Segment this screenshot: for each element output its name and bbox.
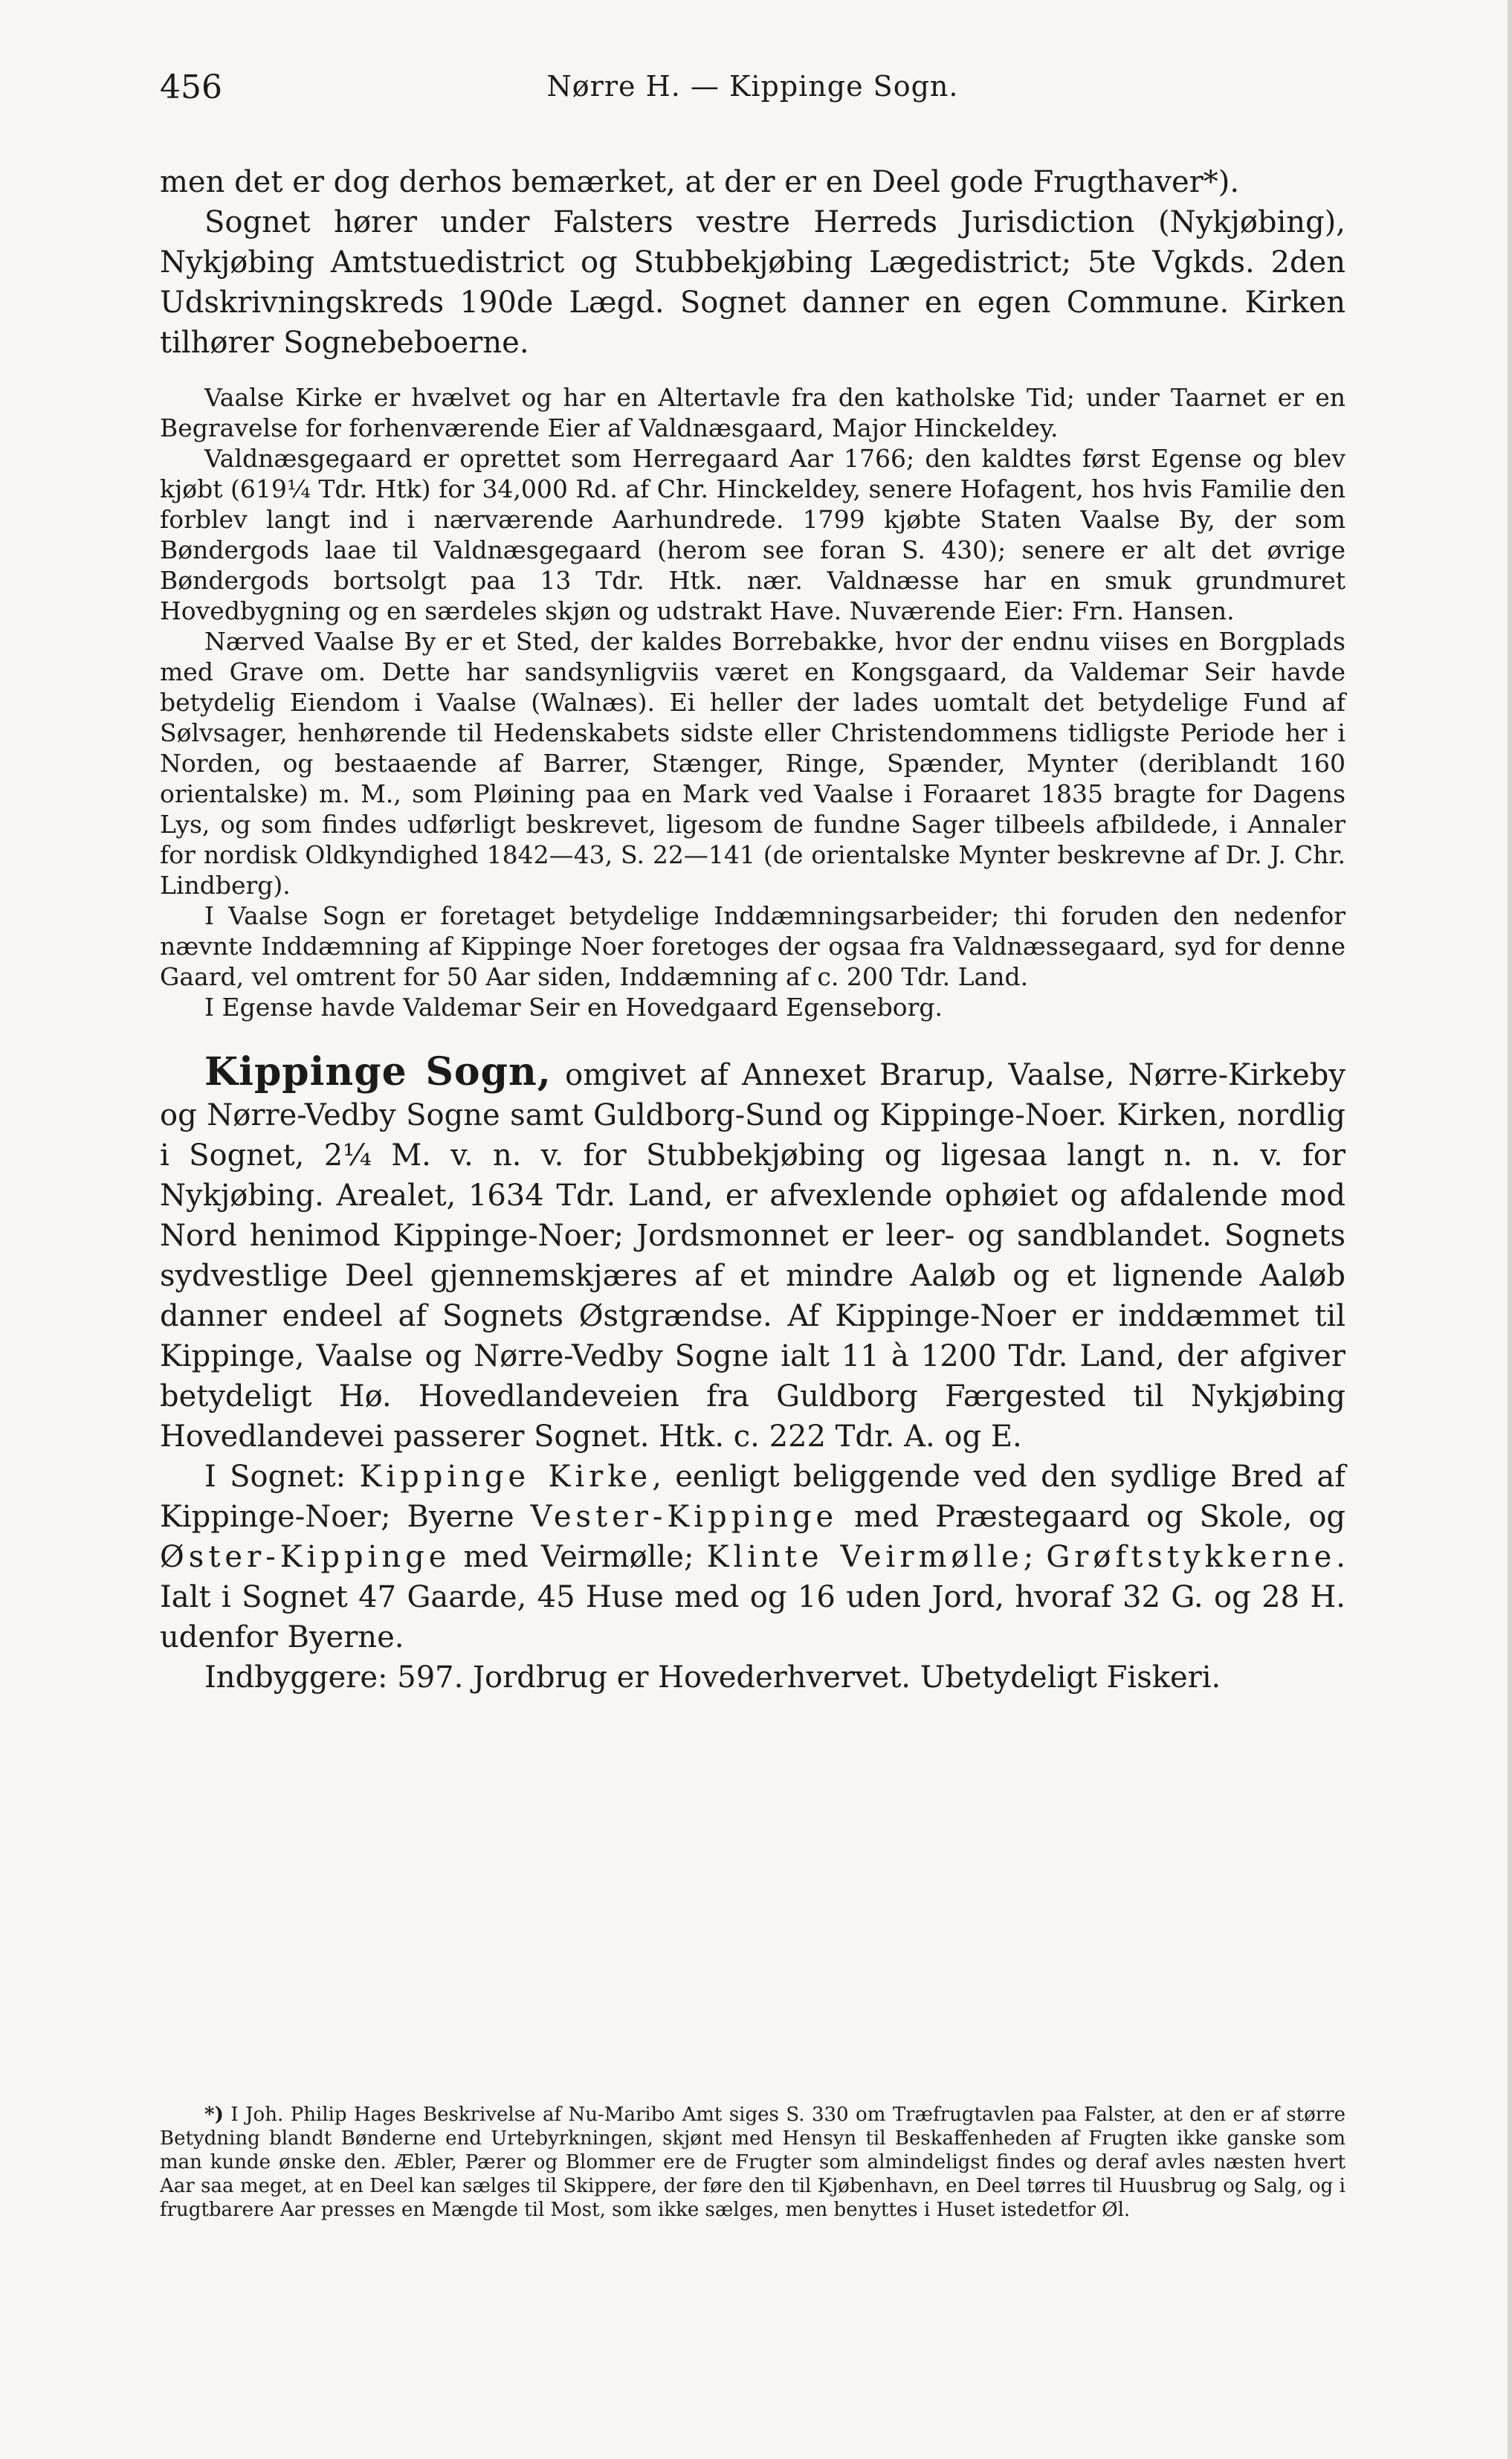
settlements-intro: I Sognet: <box>204 1460 346 1494</box>
settlements-text-2: med Præstegaard og Skole, og <box>854 1500 1346 1534</box>
paragraph-inddaemning: I Vaalse Sogn er foretaget betydelige Inddæmningsarbeider; thi foruden den nedenfor nævnte Inddæmning af Kippinge Noer foretoges der ogsaa fra Valdnæssegaard, syd for denne Gaard, vel omtrent for 50 Aar siden, Inddæmning af c. 200 Tdr. Land. <box>160 901 1345 991</box>
place-oester-kippinge: Øster-Kippinge <box>160 1540 451 1574</box>
paragraph-valdnaes: Valdnæsgegaard er oprettet som Herregaard Aar 1766; den kaldtes først Egense og blev kjøbt (619¼ Tdr. Htk) for 34,000 Rd. af Chr. Hinckeldey, senere Hofagent, hos hvis Familie den forblev langt ind i nærværende Aarhundrede. 1799 kjøbte Staten Vaalse By, der som Bøndergods laae til Valdnæsgegaard (herom see foran S. 430); senere er alt det øvrige Bøndergods bortsolgt paa 13 Tdr. Htk. nær. Valdnæsse har en smuk grundmuret Hovedbygning og en særdeles skjøn og udstrakt Have. Nuværende Eier: Frn. Hansen. <box>160 444 1345 625</box>
footnote-mark: *) <box>204 2104 224 2126</box>
section-heading: Kippinge Sogn, <box>204 1049 552 1095</box>
paragraph-fruit: men det er dog derhos bemærket, at der er en Deel gode Frugthaver*). <box>160 165 1240 199</box>
section-kippinge <box>160 1049 1345 1457</box>
running-title: Nørre H. — Kippinge Sogn. <box>546 70 959 103</box>
paragraph-jurisdiction: Sognet hører under Falsters vestre Herreds Jurisdiction (Nykjøbing), Nykjøbing Amtstuedistrict og Stubbekjøbing Lægedistrict; 5te Vgkds. 2den Udskrivningskreds 190de Lægd. Sognet danner en egen Commune. Kirken tilhører Sognebeboerne. <box>160 205 1345 360</box>
settlements-text-4: ; <box>1023 1540 1034 1574</box>
settlements-text-3: med Veirmølle; <box>463 1540 694 1574</box>
place-groeftstykkerne: Grøftstykkerne <box>1046 1540 1337 1574</box>
footnote <box>160 2103 1345 2222</box>
paragraph-population: Indbyggere: 597. Jordbrug er Hovederhvervet. Ubetydeligt Fiskeri. <box>204 1660 1221 1695</box>
page-body <box>160 162 1345 1698</box>
page-edge <box>1508 0 1512 2459</box>
place-kippinge-kirke: Kippinge Kirke <box>359 1460 653 1494</box>
place-klinte-veirmoelle: Klinte Veirmølle <box>706 1540 1024 1574</box>
settlements-text-1: , eenligt beliggende ved den sydlige Bred af Kippinge-Noer; Byerne <box>160 1460 1346 1534</box>
settlements-text-5: . Ialt i Sognet 47 Gaarde, 45 Huse med og 16 uden Jord, hvoraf 32 G. og 28 H. udenfor Byerne. <box>160 1540 1345 1654</box>
paragraph-settlements <box>160 1457 1345 1657</box>
place-vester-kippinge: Vester-Kippinge <box>530 1500 839 1534</box>
paragraph-borrebakke: Nærved Vaalse By er et Sted, der kaldes Borrebakke, hvor der endnu viises en Borgplads med Grave om. Dette har sandsynligviis været en Kongsgaard, da Valdemar Seir havde betydelig Eiendom i Vaalse (Walnæs). Ei heller der lades uomtalt det betydelige Fund af Sølvsager, henhørende til Hedenskabets sidste eller Christendommens tidligste Periode her i Norden, og bestaaende af Barrer, Stænger, Ringe, Spænder, Mynter (deriblandt 160 orientalske) m. M., som Pløining paa en Mark ved Vaalse i Foraaret 1835 bragte for Dagens Lys, og som findes udførligt beskrevet, ligesom de fundne Sager tilbeels afbildede, i Annaler for nordisk Oldkyndighed 1842—43, S. 22—141 (de orientalske Mynter beskrevne af Dr. J. Chr. Lindberg). <box>160 627 1345 900</box>
paragraph-vaalse-church: Vaalse Kirke er hvælvet og har en Altertavle fra den katholske Tid; under Taarnet er en Begravelse for forhenværende Eier af Valdnæsgaard, Major Hinckeldey. <box>160 383 1345 442</box>
footnote-text: I Joh. Philip Hages Beskrivelse af Nu-Maribo Amt siges S. 330 om Træfrugtavlen paa Falster, at den er af større Betydning blandt Bønderne end Urtebyrkningen, skjønt med Hensyn til Beskaffenheden af Frugten ikke ganske som man kunde ønske den. Æbler, Pærer og Blommer ere de Frugter som almindeligst findes og deraf avles næsten hvert Aar saa meget, at en Deel kan sælges til Skippere, der føre den til Kjøbenhavn, en Deel tørres til Huusbrug og Salg, og i frugtbarere Aar presses en Mængde til Most, som ikke sælges, men benyttes i Huset istedetfor Øl. <box>160 2104 1346 2221</box>
paragraph-egense: I Egense havde Valdemar Seir en Hovedgaard Egenseborg. <box>204 993 943 1022</box>
page-number: 456 <box>160 68 222 106</box>
section-intro: omgivet af Annexet Brarup, Vaalse, Nørre-Kirkeby og Nørre-Vedby Sogne samt Guldborg-Sund og Kippinge-Noer. Kirken, nordlig i Sognet, 2¼ M. v. n. v. for Stubbekjøbing og ligesaa langt n. n. v. for Nykjøbing. Arealet, 1634 Tdr. Land, er afvexlende ophøiet og afdalende mod Nord henimod Kippinge-Noer; Jordsmonnet er leer- og sandblandet. Sognets sydvestlige Deel gjennemskjæres af et mindre Aaløb og et lignende Aaløb danner endeel af Sognets Østgrændse. Af Kippinge-Noer er inddæmmet til Kippinge, Vaalse og Nørre-Vedby Sogne ialt 11 à 1200 Tdr. Land, der afgiver betydeligt Hø. Hovedlandeveien fra Guldborg Færgested til Nykjøbing Hovedlandevei passerer Sognet. Htk. c. 222 Tdr. A. og E. <box>160 1058 1345 1454</box>
page-header <box>160 68 1345 120</box>
